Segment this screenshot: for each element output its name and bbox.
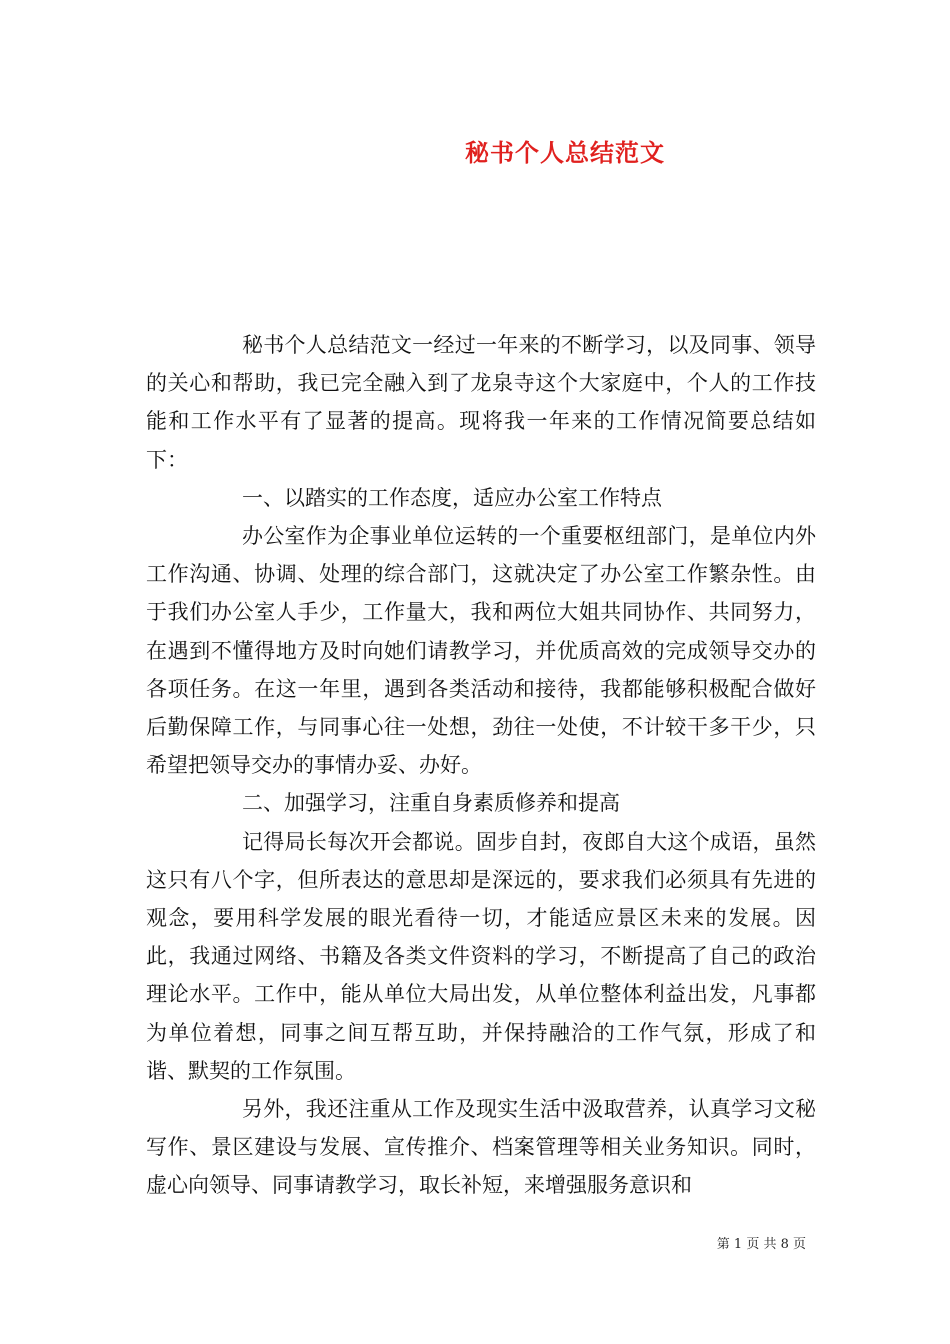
section-heading-2: 二、加强学习，注重自身素质修养和提高 — [242, 791, 620, 816]
page-number-footer: 第 1 页 共 8 页 — [716, 1237, 806, 1252]
document-body — [146, 326, 816, 1205]
document-title: 秘书个人总结范文 — [465, 138, 665, 167]
section-heading-1: 一、以踏实的工作态度，适应办公室工作特点 — [242, 485, 662, 510]
paragraph-section-2: 记得局长每次开会都说。固步自封，夜郎自大这个成语，虽然这只有八个字，但所表达的意思却是深远的，要求我们必须具有先进的观念，要用科学发展的眼光看待一切，才能适应景区未来的发展。因此，我通过网络、书籍及各类文件资料的学习，不断提高了自己的政治理论水平。工作中，能从单位大局出发，从单位整体利益出发，凡事都为单位着想，同事之间互帮互助，并保持融洽的工作气氛，形成了和谐、默契的工作氛围。 — [146, 829, 816, 1083]
paragraph-section-1: 办公室作为企事业单位运转的一个重要枢纽部门，是单位内外工作沟通、协调、处理的综合部门，这就决定了办公室工作繁杂性。由于我们办公室人手少，工作量大，我和两位大姐共同协作、共同努力，在遇到不懂得地方及时向她们请教学习，并优质高效的完成领导交办的各项任务。在这一年里，遇到各类活动和接待，我都能够积极配合做好后勤保障工作，与同事心往一处想，劲往一处使，不计较干多干少，只希望把领导交办的事情办妥、办好。 — [146, 524, 816, 778]
paragraph-intro: 秘书个人总结范文一经过一年来的不断学习，以及同事、领导的关心和帮助，我已完全融入到了龙泉寺这个大家庭中，个人的工作技能和工作水平有了显著的提高。现将我一年来的工作情况简要总结如下： — [146, 333, 816, 472]
paragraph-section-2-continued: 另外，我还注重从工作及现实生活中汲取营养，认真学习文秘写作、景区建设与发展、宣传推介、档案管理等相关业务知识。同时，虚心向领导、同事请教学习，取长补短，来增强服务意识和 — [146, 1097, 816, 1198]
